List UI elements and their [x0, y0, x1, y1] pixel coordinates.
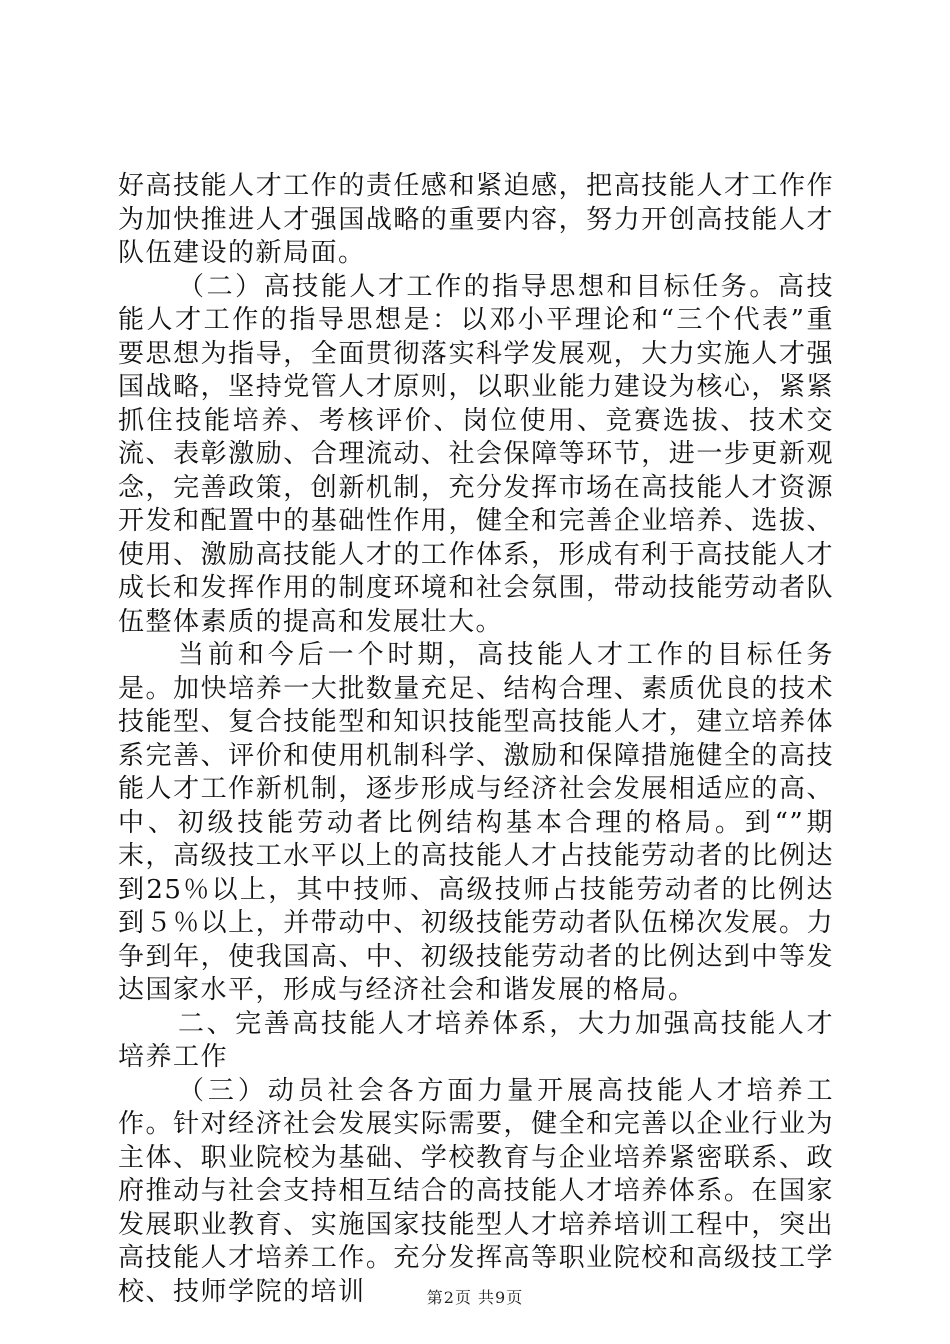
section-heading-training-system: 二、完善高技能人才培养体系，大力加强高技能人才培养工作 [118, 1008, 834, 1072]
paragraph-guiding-ideology: （二）高技能人才工作的指导思想和目标任务。高技能人才工作的指导思想是：以邓小平理论和“三个代表”重要思想为指导，全面贯彻落实科学发展观，大力实施人才强国战略，坚持党管人才原则，以职业能力建设为核心，紧紧抓住技能培养、考核评价、岗位使用、竞赛选拔、技术交流、表彰激励、合理流动、社会保障等环节，进一步更新观念，完善政策，创新机制，充分发挥市场在高技能人才资源开发和配置中的基础性作用，健全和完善企业培养、选拔、使用、激励高技能人才的工作体系，形成有利于高技能人才成长和发挥作用的制度环境和社会氛围，带动技能劳动者队伍整体素质的提高和发展壮大。 [118, 271, 834, 637]
paragraph-mobilize-forces: （三）动员社会各方面力量开展高技能人才培养工作。针对经济社会发展实际需要，健全和完善以企业行业为主体、职业院校为基础、学校教育与企业培养紧密联系、政府推动与社会支持相互结合的高技能人才培养体系。在国家发展职业教育、实施国家技能型人才培养培训工程中，突出高技能人才培养工作。充分发挥高等职业院校和高级技工学校、技师学院的培训 [118, 1075, 834, 1307]
paragraph-continuation: 好高技能人才工作的责任感和紧迫感，把高技能人才工作作为加快推进人才强国战略的重要内容，努力开创高技能人才队伍建设的新局面。 [118, 171, 834, 268]
paragraph-target-tasks: 当前和今后一个时期，高技能人才工作的目标任务是。加快培养一大批数量充足、结构合理、素质优良的技术技能型、复合技能型和知识技能型高技能人才，建立培养体系完善、评价和使用机制科学、激励和保障措施健全的高技能人才工作新机制，逐步形成与经济社会发展相适应的高、中、初级技能劳动者比例结构基本合理的格局。到“”期末，高级技工水平以上的高技能人才占技能劳动者的比例达到25％以上，其中技师、高级技师占技能劳动者的比例达到５％以上，并带动中、初级技能劳动者队伍梯次发展。力争到年，使我国高、中、初级技能劳动者的比例达到中等发达国家水平，形成与经济社会和谐发展的格局。 [118, 640, 834, 1005]
page-number-footer: 第2页 共9页 [426, 1288, 524, 1307]
document-body [118, 170, 834, 1309]
